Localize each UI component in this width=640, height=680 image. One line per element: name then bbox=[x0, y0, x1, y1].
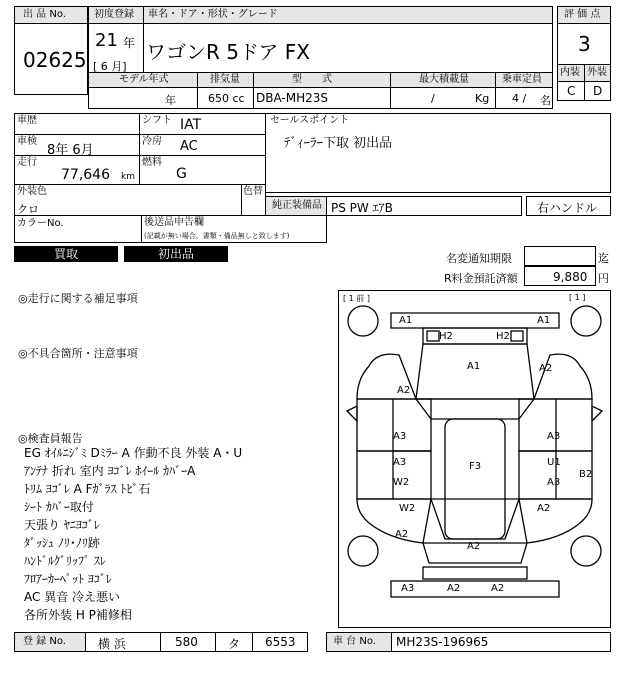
exterior-label-cell bbox=[584, 64, 611, 82]
damage-diagram bbox=[338, 290, 611, 628]
mileage-label: 走行 bbox=[17, 157, 37, 168]
purchase-badge bbox=[14, 246, 118, 262]
lot-no-label: 出 品 No. bbox=[23, 9, 66, 20]
wheel-rear-left bbox=[348, 536, 378, 566]
mark-door-rear-left-2: W2 bbox=[393, 477, 410, 488]
score: 3 bbox=[578, 32, 591, 56]
model-year-label: モデル年式 bbox=[119, 74, 169, 85]
fuel-value: G bbox=[176, 166, 187, 182]
fuel-cell bbox=[139, 155, 266, 185]
model-label: 型 式 bbox=[292, 74, 332, 85]
recycle-cell bbox=[524, 266, 596, 286]
reg-number: 6553 bbox=[265, 635, 296, 649]
interior-label-cell bbox=[557, 64, 585, 82]
displacement-cell bbox=[197, 87, 254, 109]
sales-point-label: セールスポイント bbox=[270, 115, 350, 126]
reg-kana: タ bbox=[228, 637, 241, 651]
reg-class-cell bbox=[160, 632, 216, 652]
model-year-value: 年 bbox=[165, 94, 176, 107]
headlight-right bbox=[511, 331, 523, 341]
aircon-label: 冷房 bbox=[142, 136, 162, 147]
remark-line: ﾀﾞｯｼｭ ﾉﾘ･ﾉﾘ跡 bbox=[24, 536, 100, 550]
remark-line: ｼｰﾄ ｶﾊﾞｰ取付 bbox=[24, 500, 94, 514]
score-cell bbox=[557, 23, 611, 65]
exterior-grade: D bbox=[593, 84, 603, 98]
diagram-front-left-tag: [ 1 前 ] bbox=[343, 294, 370, 303]
remark-line: AC 異音 冷え悪い bbox=[24, 590, 121, 604]
wheel-front-left bbox=[348, 306, 378, 336]
notice-cell bbox=[524, 246, 596, 266]
inspection-value: 8年 6月 bbox=[47, 143, 94, 156]
mark-quarter-right: A2 bbox=[537, 503, 551, 514]
lot-no-cell bbox=[14, 23, 88, 95]
max-load-unit: Kg bbox=[475, 92, 490, 105]
mark-door-front-left: A3 bbox=[393, 431, 407, 442]
capacity-cell bbox=[495, 87, 553, 109]
wheel-front-right bbox=[571, 306, 601, 336]
rear-glass bbox=[431, 499, 519, 539]
remark-line: 天張り ﾔﾆﾖｺﾞﾚ bbox=[24, 518, 100, 532]
driving-remarks-title: ◎走行に関する補足事項 bbox=[18, 292, 138, 305]
reg-year: 21 bbox=[95, 30, 118, 51]
reg-area: 横 浜 bbox=[98, 637, 126, 651]
reg-no-label-cell bbox=[14, 632, 86, 652]
remark-line: ﾊﾝﾄﾞﾙｸﾞﾘｯﾌﾟ ｽﾚ bbox=[24, 554, 106, 568]
mark-quarter-left-w: W2 bbox=[399, 503, 416, 514]
car-outline bbox=[339, 291, 610, 627]
inspector-remarks-list bbox=[24, 444, 242, 624]
reg-no-label: 登 録 No. bbox=[23, 636, 66, 647]
displacement: 650 cc bbox=[208, 92, 245, 105]
reg-kana-cell bbox=[215, 632, 253, 652]
roof bbox=[445, 419, 505, 539]
steering: 右ハンドル bbox=[537, 201, 598, 215]
shift-label: シフト bbox=[142, 115, 172, 126]
score-label-cell bbox=[557, 6, 611, 24]
post-doc-note: (記載が無い場合、書類・備品無しと致します) bbox=[144, 232, 290, 240]
first-listing-badge-label: 初出品 bbox=[157, 247, 194, 261]
mark-bumper-rear-a3: A3 bbox=[401, 583, 415, 594]
mark-rear-right-side: B2 bbox=[579, 469, 593, 480]
rear-panel bbox=[423, 567, 527, 579]
model-year-cell bbox=[88, 87, 198, 109]
lot-no-label-cell bbox=[14, 6, 88, 24]
fuel-label: 燃料 bbox=[142, 157, 162, 168]
score-label: 評 価 点 bbox=[564, 9, 601, 20]
wheel-rear-right bbox=[571, 536, 601, 566]
mark-fender-front-left: A2 bbox=[397, 385, 411, 396]
max-load-cell bbox=[390, 87, 496, 109]
car-name-label: 車名・ドア・形状・グレード bbox=[148, 9, 278, 20]
max-load-label: 最大積載量 bbox=[419, 74, 469, 85]
chassis-label-cell bbox=[326, 632, 392, 652]
equipment-cell bbox=[326, 196, 522, 216]
reg-year-unit: 年 bbox=[123, 36, 136, 50]
exterior-label: 外装 bbox=[587, 67, 607, 78]
remarks-area bbox=[14, 290, 330, 628]
mark-trunk: A2 bbox=[467, 541, 481, 552]
mark-bumper-top-left: A1 bbox=[399, 315, 413, 326]
exterior-grade-cell bbox=[584, 81, 611, 101]
mileage-value: 77,646 bbox=[61, 167, 110, 183]
post-doc-label: 後送品申告欄 bbox=[144, 217, 204, 228]
color-no-cell bbox=[14, 215, 142, 243]
reg-number-cell bbox=[252, 632, 308, 652]
chassis-label: 車 台 No. bbox=[333, 636, 376, 647]
post-doc-cell bbox=[141, 215, 327, 243]
defect-remarks-title: ◎不具合箇所・注意事項 bbox=[18, 347, 138, 360]
equipment: PS PW ｴｱB bbox=[331, 201, 393, 215]
equipment-label: 純正装備品 bbox=[272, 200, 322, 211]
car-name: ワゴンR 5ドア FX bbox=[146, 40, 310, 64]
notice-unit: 迄 bbox=[598, 252, 609, 265]
lot-no: 02625 bbox=[23, 48, 87, 72]
front-fender-right bbox=[534, 354, 592, 399]
model-code: DBA-MH23S bbox=[256, 91, 329, 105]
aircon-cell bbox=[139, 134, 266, 156]
windshield bbox=[416, 399, 534, 419]
mileage-cell bbox=[14, 155, 140, 185]
mark-roof: F3 bbox=[469, 461, 482, 472]
capacity-label-cell bbox=[495, 72, 553, 88]
color-cell bbox=[14, 184, 242, 216]
interior-grade: C bbox=[567, 84, 576, 98]
chassis-no: MH23S-196965 bbox=[396, 635, 489, 649]
car-name-value-cell bbox=[143, 23, 553, 73]
shift-cell bbox=[139, 113, 266, 135]
mark-door-front-right: A3 bbox=[547, 431, 561, 442]
mark-grille-right: H2 bbox=[496, 331, 510, 342]
mark-door-rear-right-2: A3 bbox=[547, 477, 561, 488]
first-reg-label: 初度登録 bbox=[94, 9, 134, 20]
front-bumper bbox=[391, 313, 559, 328]
model-year-label-cell bbox=[88, 72, 198, 88]
aircon-value: AC bbox=[180, 139, 198, 154]
remark-line: ｱﾝﾃﾅ 折れ 室内 ﾖｺﾞﾚ ﾎｲｰﾙ ｶﾊﾞｰA bbox=[24, 464, 196, 478]
shift-value: IAT bbox=[180, 117, 202, 133]
capacity-unit: 名 bbox=[540, 94, 551, 107]
reg-month: [ 6 月] bbox=[93, 60, 127, 73]
sales-point: ﾃﾞｨｰﾗｰ下取 初出品 bbox=[284, 136, 393, 151]
first-reg-label-cell bbox=[88, 6, 144, 24]
mark-door-rear-left-1: A3 bbox=[393, 457, 407, 468]
notice-label: 名変通知期限 bbox=[446, 252, 512, 265]
model-code-cell bbox=[253, 87, 391, 109]
first-listing-badge bbox=[124, 246, 228, 262]
remark-line: ﾄﾘﾑ ﾖｺﾞﾚ A Fｶﾞﾗｽ ﾄﾋﾞ石 bbox=[24, 482, 151, 496]
interior-grade-cell bbox=[557, 81, 585, 101]
reg-class: 580 bbox=[175, 635, 198, 649]
remark-line: ﾌﾛｱｰｶｰﾍﾟｯﾄ ﾖｺﾞﾚ bbox=[24, 572, 112, 586]
color-change-cell bbox=[241, 184, 266, 216]
mark-door-rear-right-1: U1 bbox=[547, 457, 561, 468]
chassis-cell bbox=[391, 632, 611, 652]
interior-label: 内装 bbox=[560, 67, 580, 78]
displacement-label-cell bbox=[197, 72, 254, 88]
mark-bumper-top-right: A1 bbox=[537, 315, 551, 326]
headlight-left bbox=[427, 331, 439, 341]
mark-bumper-rear-a2-1: A2 bbox=[447, 583, 461, 594]
rear-bumper bbox=[391, 581, 559, 597]
color-change-label: 色替 bbox=[243, 186, 263, 197]
remark-line: 各所外装 H P補修相 bbox=[24, 608, 132, 622]
displacement-label: 排気量 bbox=[210, 74, 240, 85]
purchase-badge-label: 買取 bbox=[53, 247, 78, 261]
mark-grille-left: H2 bbox=[439, 331, 453, 342]
mark-quarter-left-a: A2 bbox=[395, 529, 409, 540]
front-door-left bbox=[357, 399, 431, 451]
mark-bumper-rear-a2-2: A2 bbox=[491, 583, 505, 594]
inspection-cell bbox=[14, 134, 140, 156]
max-load: / bbox=[431, 92, 435, 105]
equipment-label-cell bbox=[265, 196, 327, 216]
car-name-label-cell bbox=[143, 6, 553, 24]
steering-cell bbox=[526, 196, 611, 216]
mark-fender-front-right: A2 bbox=[539, 363, 553, 374]
capacity-label: 乗車定員 bbox=[502, 74, 542, 85]
inspector-remarks-title: ◎検査員報告 bbox=[18, 432, 83, 445]
recycle-value: 9,880 bbox=[553, 270, 588, 284]
mark-hood: A1 bbox=[467, 361, 481, 372]
capacity: 4 / bbox=[512, 92, 527, 105]
history-cell bbox=[14, 113, 140, 135]
mileage-unit: km bbox=[121, 172, 135, 182]
inspection-label: 車検 bbox=[17, 136, 37, 147]
history-label: 車歴 bbox=[17, 115, 37, 126]
remark-line: EG ｵｲﾙﾆｼﾞﾐ Dﾐﾗｰ A 作動不良 外装 A・U bbox=[24, 446, 243, 460]
color-value: クロ bbox=[17, 203, 39, 216]
recycle-unit: 円 bbox=[598, 272, 609, 285]
sales-point-cell bbox=[265, 113, 611, 193]
recycle-label: R料金預託済額 bbox=[444, 272, 518, 285]
max-load-label-cell bbox=[390, 72, 496, 88]
model-label-cell bbox=[253, 72, 391, 88]
diagram-front-right-tag: [ 1 ] bbox=[569, 293, 586, 302]
first-reg-value-cell bbox=[88, 23, 144, 73]
color-no-label: カラーNo. bbox=[17, 218, 64, 229]
reg-area-cell bbox=[85, 632, 161, 652]
color-label: 外装色 bbox=[17, 186, 47, 197]
